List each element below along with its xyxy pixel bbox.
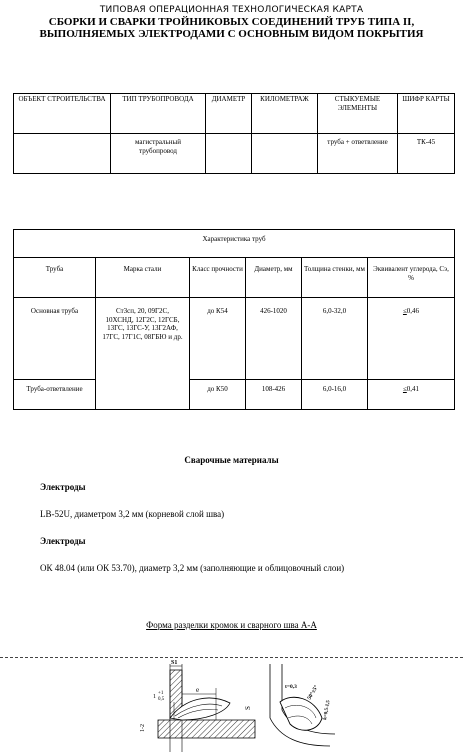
- cell-main-class: до К54: [190, 298, 246, 380]
- header-kilometrage: КИЛОМЕТРАЖ: [252, 94, 318, 134]
- cell-main-diameter: 426-1020: [246, 298, 302, 380]
- header-object: ОБЪЕКТ СТРОИТЕЛЬСТВА: [14, 94, 111, 134]
- cell-object: [14, 134, 111, 174]
- pipe-characteristics-table: [13, 229, 455, 410]
- main-carbon-value: 0,46: [406, 307, 420, 315]
- header-wall-thickness: Толщина стенки, мм: [302, 258, 368, 298]
- cell-main-pipe: Основная труба: [14, 298, 96, 380]
- doc-type-title: ТИПОВАЯ ОПЕРАЦИОННАЯ ТЕХНОЛОГИЧЕСКАЯ КАРТА: [99, 5, 364, 15]
- label-e: e: [196, 686, 200, 694]
- header-diameter-mm: Диаметр, мм: [246, 258, 302, 298]
- right-weld-view: [270, 664, 335, 746]
- cell-main-wall: 6,0-32,0: [302, 298, 368, 380]
- electrode-root: LB-52U, диаметром 3,2 мм (корневой слой шва): [40, 509, 225, 519]
- label-tol: +1: [158, 691, 164, 696]
- electrodes-label-1: Электроды: [40, 482, 86, 492]
- cell-joined-elements: труба + ответвление: [318, 134, 398, 174]
- cell-branch-pipe: Труба-ответвление: [14, 380, 96, 410]
- project-info-table: [13, 93, 455, 174]
- cell-pipeline-type: магистральный трубопровод: [111, 134, 206, 174]
- cell-card-code: ТК-45: [398, 134, 455, 174]
- header-carbon-equivalent: Эквивалент углерода, Сэ, %: [368, 258, 455, 298]
- doc-main-title: [0, 16, 463, 40]
- label-tol2: 0,5: [158, 697, 165, 702]
- branch-carbon-value: 0,41: [406, 385, 420, 393]
- leq-sign-2: ≤: [402, 385, 407, 393]
- header-joined-elements: СТЫКУЕМЫЕ ЭЛЕМЕНТЫ: [318, 94, 398, 134]
- header-card-code: ШИФР КАРТЫ: [398, 94, 455, 134]
- label-t: t=0,3: [285, 684, 297, 690]
- label-angle: 50°±5°: [306, 684, 320, 701]
- bevel-section-link[interactable]: Форма разделки кромок и сварного шва А-А: [146, 620, 317, 630]
- cell-diameter: [206, 134, 252, 174]
- header-strength-class: Класс прочности: [190, 258, 246, 298]
- cell-branch-wall: 6,0-16,0: [302, 380, 368, 410]
- electrodes-label-2: Электроды: [40, 536, 86, 546]
- table-title: Характеристика труб: [14, 230, 455, 258]
- doc-title-line-2: ВЫПОЛНЯЕМЫХ ЭЛЕКТРОДАМИ С ОСНОВНЫМ ВИДОМ ПОКРЫТИЯ: [39, 28, 424, 40]
- cell-kilometrage: [252, 134, 318, 174]
- label-k: k=0,5-1,5: [323, 699, 332, 721]
- header-pipeline-type: ТИП ТРУБОПРОВОДА: [111, 94, 206, 134]
- left-section-view: [140, 660, 255, 752]
- header-pipe: Труба: [14, 258, 96, 298]
- cell-main-carbon: [368, 298, 455, 380]
- label-one: 1: [153, 694, 156, 700]
- label-gap: 1-2: [140, 724, 146, 732]
- weld-bevel-drawing: [130, 658, 340, 752]
- label-s: S: [244, 706, 252, 710]
- cell-branch-diameter: 108-426: [246, 380, 302, 410]
- label-s1: S1: [171, 660, 178, 666]
- header-diameter: ДИАМЕТР: [206, 94, 252, 134]
- doc-title-line-1: СБОРКИ И СВАРКИ ТРОЙНИКОВЫХ СОЕДИНЕНИЙ ТРУБ ТИПА II,: [48, 16, 415, 28]
- electrode-fill: ОК 48.04 (или ОК 53.70), диаметр 3,2 мм (заполняющие и облицовочный слои): [40, 563, 345, 573]
- leq-sign: ≤: [402, 307, 407, 315]
- cell-branch-class: до К50: [190, 380, 246, 410]
- cell-steel-grades: Ст3сп, 20, 09Г2С, 10ХСНД, 12Г2С, 12ГСБ, 13ГС, 13ГС-У, 13Г2АФ, 17ГС, 17Г1С, 08ГБЮ и др.: [96, 298, 190, 410]
- cell-branch-carbon: [368, 380, 455, 410]
- materials-title: Сварочные материалы: [184, 455, 279, 465]
- header-steel-grade: Марка стали: [96, 258, 190, 298]
